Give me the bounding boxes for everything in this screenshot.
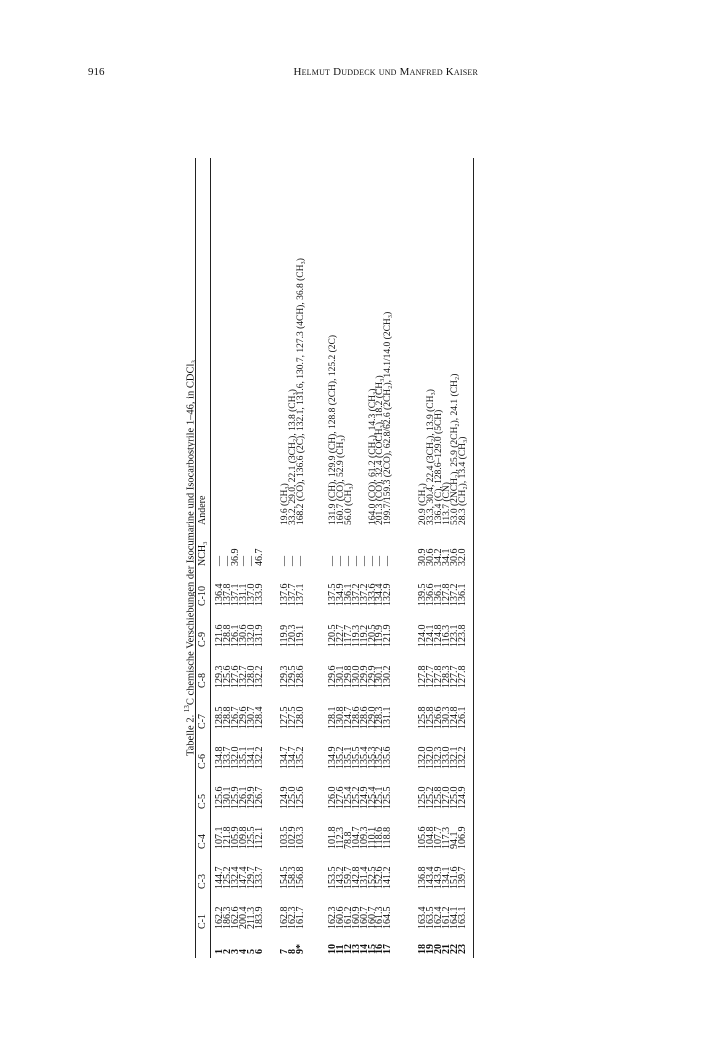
table-cell: 109.3 xyxy=(358,826,370,849)
compound-number: 13 xyxy=(350,944,362,954)
table-cell: 200.4 xyxy=(237,906,249,929)
table-cell: 124.7 xyxy=(342,706,354,729)
compound-number: 9* xyxy=(294,944,306,954)
table-cell: 103.5 xyxy=(279,826,290,849)
table-cell: 162.6 xyxy=(229,906,241,929)
table-cell: 137.5 xyxy=(327,583,338,606)
table-cell: 128.5 xyxy=(214,706,225,729)
caption-text: C chemische Verschiebungen der Isocumarine und Isocarbostyrile 1–46, in CDCl₃ xyxy=(185,359,197,706)
table-cell: 139.7 xyxy=(456,866,468,889)
table-cell: 201.3 (CO), 32.4 (COCH₃), 18.2 (CH₃) xyxy=(375,375,386,525)
table-cell: 105.9 xyxy=(229,826,241,849)
table-cell: 125.9 xyxy=(229,786,241,809)
table-cell: 129.5 xyxy=(286,665,298,688)
table-cell: 130.1 xyxy=(334,665,346,688)
table-cell: — xyxy=(382,556,394,566)
table-cell: 130.8 xyxy=(334,706,346,729)
table-cell: 107.1 xyxy=(214,826,225,849)
table-cell: 130.2 xyxy=(382,665,394,688)
table-cell: 137.2 xyxy=(350,583,362,606)
table-cell: 125.5 xyxy=(382,786,394,809)
table-cell: 127.8 xyxy=(456,665,468,688)
table-cell: 120.5 xyxy=(366,624,378,647)
table-cell: 128.6 xyxy=(350,706,362,729)
table-cell: 130.6 xyxy=(237,624,249,647)
table-cell: 117.3 xyxy=(440,826,452,849)
table-cell: 211.3 xyxy=(245,906,257,929)
table-cell: 143.4 xyxy=(424,866,436,889)
table-cell: 164.0 (CO), 61.2 (CH₂), 14.3 (CH₃) xyxy=(367,388,378,525)
compound-number: 15 xyxy=(366,944,378,954)
table-cell: 123.8 xyxy=(456,624,468,647)
table-cell: 125.2 xyxy=(221,866,233,889)
table-cell: — xyxy=(214,556,225,566)
table-cell: 126.1 xyxy=(229,624,241,647)
table-cell: 128.0 xyxy=(245,665,257,688)
table-cell: 125.4 xyxy=(342,786,354,809)
table-cell: 130.0 xyxy=(350,665,362,688)
table-cell: 103.3 xyxy=(294,826,306,849)
table-cell: 141.2 xyxy=(382,866,394,889)
table-cell: 116.3 xyxy=(440,624,452,647)
compound-number: 3 xyxy=(229,949,241,954)
table-cell: 128.6 xyxy=(294,665,306,688)
table-cell: 112.1 xyxy=(253,826,265,849)
table-cell: 143.9 xyxy=(432,866,444,889)
compound-number: 2 xyxy=(221,949,233,954)
table-cell: 127.8 xyxy=(432,665,444,688)
table-cell: 131.1 xyxy=(237,583,249,606)
table-cell: 161.7 xyxy=(294,906,306,929)
table-cell: 137.1 xyxy=(229,583,241,606)
table-cell: 127.5 xyxy=(279,706,290,729)
table-cell: 101.8 xyxy=(327,826,338,849)
table-cell: 127.8 xyxy=(440,583,452,606)
table-cell: 142.8 xyxy=(350,866,362,889)
table-cell: 161.3 xyxy=(374,906,386,929)
table-cell: 199.7/159.3 (2CO), 62.8/62.6 (2CH₂), 14.1/14.0 (2CH₃) xyxy=(383,311,394,525)
table-cell: 121.6 xyxy=(214,624,225,647)
caption-prefix: Tabelle 2. xyxy=(185,714,197,757)
table-cell: 135.2 xyxy=(334,746,346,769)
column-header: C-8 xyxy=(197,673,208,688)
table-cell: 119.1 xyxy=(294,624,306,647)
table-cell: 132.4 xyxy=(229,866,241,889)
table-cell: 132.9 xyxy=(382,583,394,606)
table-cell: 129.9 xyxy=(358,665,370,688)
table-cell: 125.1 xyxy=(374,786,386,809)
table-cell: 125.0 xyxy=(448,786,460,809)
table-cell: 106.9 xyxy=(456,826,468,849)
table-cell: 156.8 xyxy=(294,866,306,889)
table-cell: 125.8 xyxy=(417,706,428,729)
table-cell: 124.0 xyxy=(417,624,428,647)
table-cell: 160.9 xyxy=(350,906,362,929)
table-cell: 128.8 xyxy=(221,624,233,647)
table-cell: 132.7 xyxy=(237,665,249,688)
table-cell: 127.7 xyxy=(424,665,436,688)
table-cell: 131.9 (CH), 129.9 (CH), 128.8 (2CH), 125.2 (2C) xyxy=(328,335,338,525)
compound-number: 4 xyxy=(237,949,249,954)
table-cell: 126.7 xyxy=(253,786,265,809)
compound-number: 12 xyxy=(342,944,354,954)
table-cell: — xyxy=(221,556,233,566)
compound-number: 19 xyxy=(424,944,436,954)
table-cell: 129.3 xyxy=(279,665,290,688)
table-cell: 163.4 xyxy=(417,906,428,929)
table-cell: 168.2 (CO), 136.6 (2C), 132.1, 131.6, 130.7, 127.3 (4CH), 36.8 (CH₃) xyxy=(295,258,306,525)
table-cell: 33.2, 29.0, 22.1 (3CH₂), 13.8 (CH₃) xyxy=(287,389,298,525)
table-cell: 136.1 xyxy=(432,583,444,606)
table-cell: 133.9 xyxy=(253,583,265,606)
column-header: C-3 xyxy=(197,874,208,889)
table-cell: 136.1 xyxy=(342,583,354,606)
table-cell: 133.7 xyxy=(221,746,233,769)
compound-number: 14 xyxy=(358,944,370,954)
table-cell: 127.0 xyxy=(440,786,452,809)
table-cell: — xyxy=(279,556,290,566)
table-cell: — xyxy=(327,556,338,566)
table-cell: 125.0 xyxy=(286,786,298,809)
column-header: C-6 xyxy=(197,754,208,769)
rule-top xyxy=(195,158,196,958)
table-cell: 134.4 xyxy=(374,583,386,606)
compound-number: 17 xyxy=(382,944,394,954)
table-cell: — xyxy=(350,556,362,566)
table-cell: 125.6 xyxy=(221,665,233,688)
table-cell: 124.8 xyxy=(448,706,460,729)
table-cell: 160.7 xyxy=(358,906,370,929)
table-cell: 126.0 xyxy=(327,786,338,809)
table-cell: 134.7 xyxy=(279,746,290,769)
table-cell: 126.1 xyxy=(237,786,249,809)
table-cell: 136.4 xyxy=(214,583,225,606)
table-cell: 186.3 xyxy=(221,906,233,929)
table-cell: 162.4 xyxy=(432,906,444,929)
table-cell: 110.1 xyxy=(366,826,378,849)
table-cell: 128.3 xyxy=(374,706,386,729)
table-cell: 158.3 xyxy=(286,866,298,889)
table-cell: 127.6 xyxy=(229,665,241,688)
table-cell: 137.6 xyxy=(279,583,290,606)
column-header: C-1 xyxy=(197,914,208,929)
table-cell: 129.3 xyxy=(214,665,225,688)
table-cell: — xyxy=(334,556,346,566)
table-cell: 137.1 xyxy=(294,583,306,606)
table-cell: 34.2 xyxy=(432,548,444,566)
compound-number: 1 xyxy=(214,949,225,954)
table-cell: 128.6 xyxy=(358,706,370,729)
table-cell: 130.3 xyxy=(440,706,452,729)
table-cell: 127.7 xyxy=(448,665,460,688)
table-cell: 105.6 xyxy=(417,826,428,849)
table-cell: 109.8 xyxy=(237,826,249,849)
table-cell: 33.3, 30.4, 22.4 (3CH₂), 13.9 (CH₃) xyxy=(425,389,436,525)
table-cell: 53.0 (2NCH₂), 25.9 (2CH₂), 24.1 (CH₂) xyxy=(449,373,460,525)
table-cell: 122.7 xyxy=(334,624,346,647)
table-cell: 136.6 xyxy=(424,583,436,606)
table-cell: 139.5 xyxy=(417,583,428,606)
compound-number: 23 xyxy=(456,944,468,954)
table-cell: 134.9 xyxy=(334,583,346,606)
table-cell: 134.7 xyxy=(286,746,298,769)
table-cell: 125.2 xyxy=(350,786,362,809)
table-cell: 104.8 xyxy=(424,826,436,849)
compound-number: 7 xyxy=(279,949,290,954)
table-cell: 153.5 xyxy=(327,866,338,889)
table-cell: 137.0 xyxy=(245,583,257,606)
table-cell: 118.6 xyxy=(374,826,386,849)
table-cell: 147.4 xyxy=(237,866,249,889)
table-cell: 160.6 xyxy=(334,906,346,929)
table-cell: — xyxy=(286,556,298,566)
table-cell: 159.7 xyxy=(342,866,354,889)
table-cell: 144.7 xyxy=(214,866,225,889)
table-cell: 161.2 xyxy=(440,906,452,929)
table-cell: 130.1 xyxy=(221,786,233,809)
table-cell: 125.2 xyxy=(424,786,436,809)
column-header: C-4 xyxy=(197,834,208,849)
table-cell: — xyxy=(237,556,249,566)
compound-number: 6 xyxy=(253,949,265,954)
table-cell: 152.6 xyxy=(374,866,386,889)
table-cell: 102.9 xyxy=(286,826,298,849)
compound-number: 11 xyxy=(334,944,346,954)
table-cell: 132.0 xyxy=(245,624,257,647)
table-cell: 124.8 xyxy=(432,624,444,647)
table-cell: 137.8 xyxy=(221,583,233,606)
table-cell: 113.7 (CN) xyxy=(441,482,452,525)
table-cell: 132.2 xyxy=(253,746,265,769)
compound-number: 8 xyxy=(286,949,298,954)
table-cell: 124.9 xyxy=(456,786,468,809)
table-cell: 117.7 xyxy=(342,624,354,647)
table-cell: 154.5 xyxy=(279,866,290,889)
compound-number: 20 xyxy=(432,944,444,954)
table-cell: 164.1 xyxy=(448,906,460,929)
table-cell: 126.7 xyxy=(229,706,241,729)
table-cell: 134.9 xyxy=(327,746,338,769)
compound-number: 10 xyxy=(327,944,338,954)
compound-number: 5 xyxy=(245,949,257,954)
table-cell: 28.3 (CH₂), 13.4 (CH₃) xyxy=(457,436,468,525)
table-cell: 183.9 xyxy=(253,906,265,929)
table-cell: 132.0 xyxy=(229,746,241,769)
table-cell: 129.9 xyxy=(245,786,257,809)
table-cell: 129.0 xyxy=(366,706,378,729)
table-cell: 94.1 xyxy=(448,831,460,849)
table-cell: 160.7 xyxy=(366,906,378,929)
table-cell: 135.1 xyxy=(237,746,249,769)
table-cell: 129.7 xyxy=(245,866,257,889)
rule-bottom xyxy=(473,158,474,958)
caption-isotope: 13 xyxy=(183,705,191,713)
table-cell: 129.9 xyxy=(366,665,378,688)
column-header: C-9 xyxy=(197,632,208,647)
page-header xyxy=(88,66,478,82)
table-cell: 162.3 xyxy=(327,906,338,929)
table-cell: 20.9 (CH₃) xyxy=(418,483,428,525)
table-cell: 132.0 xyxy=(424,746,436,769)
compound-number: 16 xyxy=(374,944,386,954)
column-header: NCH₃ xyxy=(197,541,208,566)
table-cell: 134.1 xyxy=(245,746,257,769)
table-cell: 135.4 xyxy=(358,746,370,769)
table-cell: 120.5 xyxy=(327,624,338,647)
table-cell: 135.3 xyxy=(366,746,378,769)
table-cell: 125.0 xyxy=(417,786,428,809)
table-cell: 137.2 xyxy=(358,583,370,606)
table-cell: 143.2 xyxy=(334,866,346,889)
table-cell: 119.9 xyxy=(374,624,386,647)
table-cell: 162.3 xyxy=(286,906,298,929)
table-cell: 46.7 xyxy=(253,548,265,566)
table-cell: 124.9 xyxy=(358,786,370,809)
table-cell: 30.9 xyxy=(417,548,428,566)
table-cell: 126.6 xyxy=(432,706,444,729)
table-cell: 121.9 xyxy=(382,624,394,647)
column-header: Andere xyxy=(197,495,208,525)
table-cell: 120.3 xyxy=(286,624,298,647)
table-cell: 135.2 xyxy=(294,746,306,769)
running-head: Helmut Duddeck und Manfred Kaiser xyxy=(293,66,478,78)
table-cell: 30.6 xyxy=(424,548,436,566)
table-cell: 135.1 xyxy=(342,746,354,769)
table-cell: 136.1 xyxy=(456,583,468,606)
table-cell: 135.5 xyxy=(350,746,362,769)
table-cell: 125.6 xyxy=(294,786,306,809)
compound-number: 18 xyxy=(417,944,428,954)
table-cell: 161.2 xyxy=(342,906,354,929)
table-cell: 107.7 xyxy=(432,826,444,849)
table-cell: 104.7 xyxy=(350,826,362,849)
compound-number: 21 xyxy=(440,944,452,954)
table-cell: 123.1 xyxy=(448,624,460,647)
table-cell: 128.4 xyxy=(253,706,265,729)
table-cell: 36.9 xyxy=(229,548,241,566)
table-cell: 128.3 xyxy=(440,665,452,688)
table-cell: 136.4 (C), 128.6–129.0 (5CH) xyxy=(433,409,444,525)
table-cell: 133.7 xyxy=(253,866,265,889)
page-number: 916 xyxy=(88,66,105,78)
table-cell: — xyxy=(294,556,306,566)
table-cell: 151.6 xyxy=(448,866,460,889)
table-cell: 127.5 xyxy=(286,706,298,729)
table-cell: 127.8 xyxy=(417,665,428,688)
column-header: C-7 xyxy=(197,714,208,729)
table-cell: 131.1 xyxy=(382,706,394,729)
table-cell: 163.1 xyxy=(456,906,468,929)
table-cell: 112.3 xyxy=(334,826,346,849)
table-cell: 129.6 xyxy=(237,706,249,729)
rule-header xyxy=(210,158,211,958)
table-cell: 137.2 xyxy=(448,583,460,606)
table-cell: 128.8 xyxy=(221,706,233,729)
table-cell: 136.8 xyxy=(417,866,428,889)
table-cell: 134.8 xyxy=(214,746,225,769)
table-cell: 131.4 xyxy=(358,866,370,889)
compound-number: 22 xyxy=(448,944,460,954)
table-cell: 125.6 xyxy=(214,786,225,809)
table-cell: 126.1 xyxy=(456,706,468,729)
table-cell: 19.6 (CH₃) xyxy=(280,483,290,525)
table-cell: 162.8 xyxy=(279,906,290,929)
table-cell: 162.2 xyxy=(214,906,225,929)
table-cell: 129.8 xyxy=(342,665,354,688)
table-cell: 34.1 xyxy=(440,548,452,566)
rotated-table xyxy=(181,158,477,958)
table-cell: 132.3 xyxy=(432,746,444,769)
table-cell: 163.5 xyxy=(424,906,436,929)
table-cell: — xyxy=(358,556,370,566)
table-cell: 125.8 xyxy=(424,706,436,729)
table-cell: 125.8 xyxy=(432,786,444,809)
table-cell: 132.2 xyxy=(253,665,265,688)
table-cell: 125.4 xyxy=(366,786,378,809)
column-header: C-10 xyxy=(197,586,208,606)
table-cell: 132.0 xyxy=(417,746,428,769)
table-cell: 128.1 xyxy=(327,706,338,729)
table-cell: 124.9 xyxy=(279,786,290,809)
table-cell: 119.9 xyxy=(279,624,290,647)
table-cell: 119.3 xyxy=(350,624,362,647)
table-cell: 125.5 xyxy=(245,826,257,849)
table-cell: 132.1 xyxy=(448,746,460,769)
table-cell: 135.6 xyxy=(382,746,394,769)
table-cell: 132.2 xyxy=(456,746,468,769)
table-cell: 118.8 xyxy=(382,826,394,849)
table-cell: 137.7 xyxy=(286,583,298,606)
table-cell: 30.6 xyxy=(448,548,460,566)
table-cell: 130.7 xyxy=(245,706,257,729)
table-cell: 32.0 xyxy=(456,548,468,566)
table-cell: 152.5 xyxy=(366,866,378,889)
column-header: C-5 xyxy=(197,794,208,809)
table-cell: — xyxy=(374,556,386,566)
table-cell: — xyxy=(245,556,257,566)
table-cell: — xyxy=(342,556,354,566)
table-cell: — xyxy=(366,556,378,566)
table-cell: 124.1 xyxy=(424,624,436,647)
table-cell: 135.2 xyxy=(374,746,386,769)
table-cell: 119.2 xyxy=(358,624,370,647)
table-cell: 128.0 xyxy=(294,706,306,729)
table-cell: 121.8 xyxy=(221,826,233,849)
table-cell: 133.6 xyxy=(366,583,378,606)
table-cell: 130.1 xyxy=(374,665,386,688)
table-cell: 133.0 xyxy=(440,746,452,769)
table-cell: 127.6 xyxy=(334,786,346,809)
table-cell: 160.7 (CO), 52.9 (CH₃) xyxy=(335,435,346,525)
table-cell: 164.5 xyxy=(382,906,394,929)
table-cell: 129.6 xyxy=(327,665,338,688)
table-cell: 134.1 xyxy=(440,866,452,889)
table-cell: 56.0 (CH₃) xyxy=(343,483,354,525)
table-cell: 131.9 xyxy=(253,624,265,647)
table-cell: 78.8 xyxy=(342,831,354,849)
